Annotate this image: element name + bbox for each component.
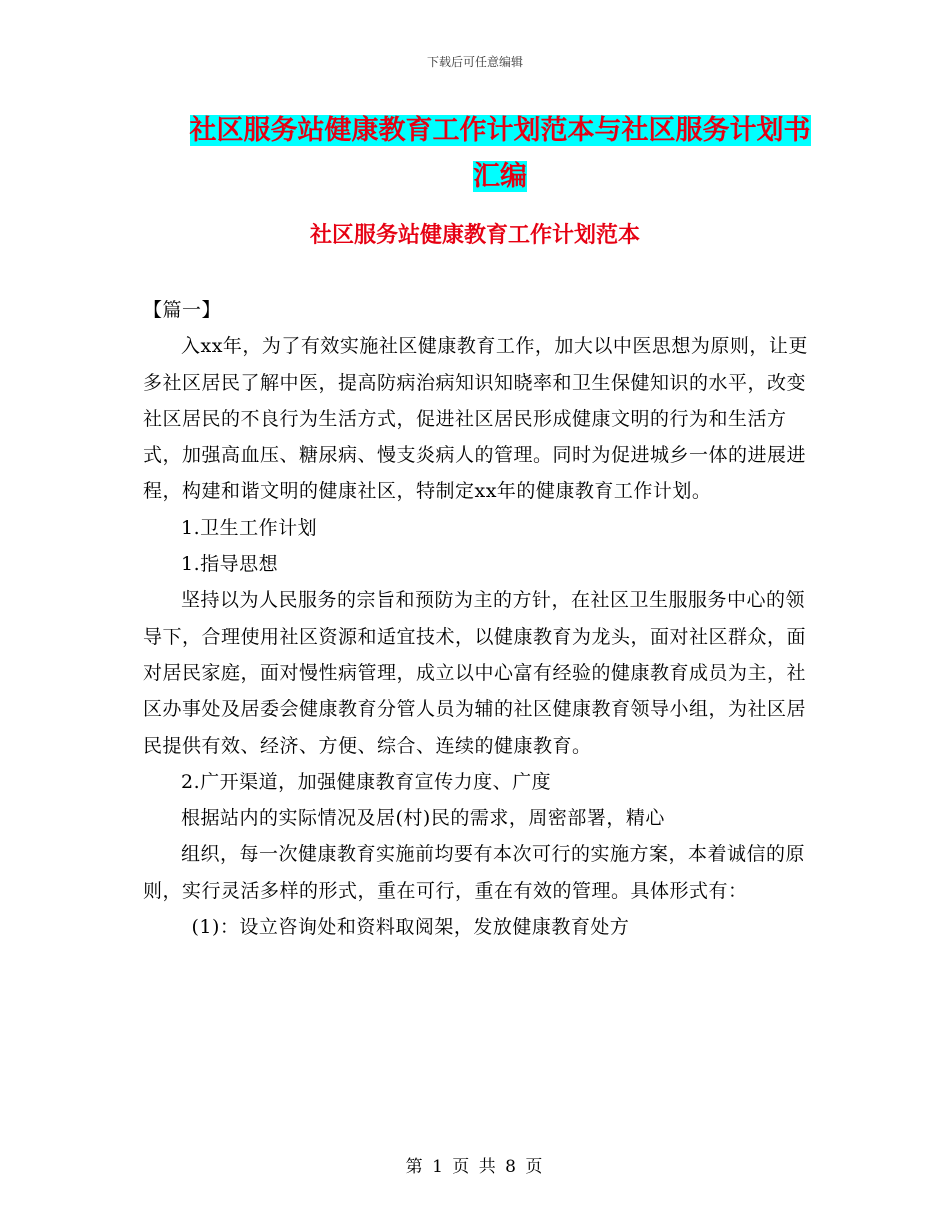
document-body	[143, 292, 815, 945]
paragraph-guiding-thought: 坚持以为人民服务的宗旨和预防为主的方针，在社区卫生服服务中心的领导下，合理使用社区资源和适宜技术，以健康教育为龙头，面对社区群众，面对居民家庭，面对慢性病管理，成立以中心富有经验的健康教育成员为主，社区办事处及居委会健康教育分管人员为辅的社区健康教育领导小组，为社区居民提供有效、经济、方便、综合、连续的健康教育。	[143, 589, 807, 757]
header-note: 下载后可任意编辑	[426, 55, 523, 69]
paragraph-label: 【篇一】	[143, 299, 222, 321]
document-title	[150, 108, 850, 200]
document-title-line1: 社区服务站健康教育工作计划范本与社区服务计划书	[189, 115, 811, 146]
heading-guiding-thought: 1.指导思想	[181, 553, 279, 576]
heading-channels: 2.广开渠道，加强健康教育宣传力度、广度	[181, 770, 552, 793]
document-title-line2: 汇编	[473, 161, 527, 192]
paragraph-situation: 根据站内的实际情况及居(村)民的需求，周密部署，精心	[181, 807, 665, 830]
list-item-1: (1)：设立咨询处和资料取阅架，发放健康教育处方	[191, 916, 630, 939]
page-number: 第 1 页 共 8 页	[405, 1157, 545, 1177]
paragraph-organize: 组织，每一次健康教育实施前均要有本次可行的实施方案，本着诚信的原则，实行灵活多样的形式，重在可行，重在有效的管理。具体形式有：	[143, 843, 806, 902]
heading-health-plan: 1.卫生工作计划	[181, 516, 318, 539]
paragraph-intro: 入xx年，为了有效实施社区健康教育工作，加大以中医思想为原则，让更多社区居民了解中医，提高防病治病知识知晓率和卫生保健知识的水平，改变社区居民的不良行为生活方式，促进社区居民形成健康文明的行为和生活方式，加强高血压、糖尿病、慢支炎病人的管理。同时为促进城乡一体的进展进程，构建和谐文明的健康社区，特制定xx年的健康教育工作计划。	[143, 335, 808, 503]
section-title: 社区服务站健康教育工作计划范本	[309, 222, 640, 248]
